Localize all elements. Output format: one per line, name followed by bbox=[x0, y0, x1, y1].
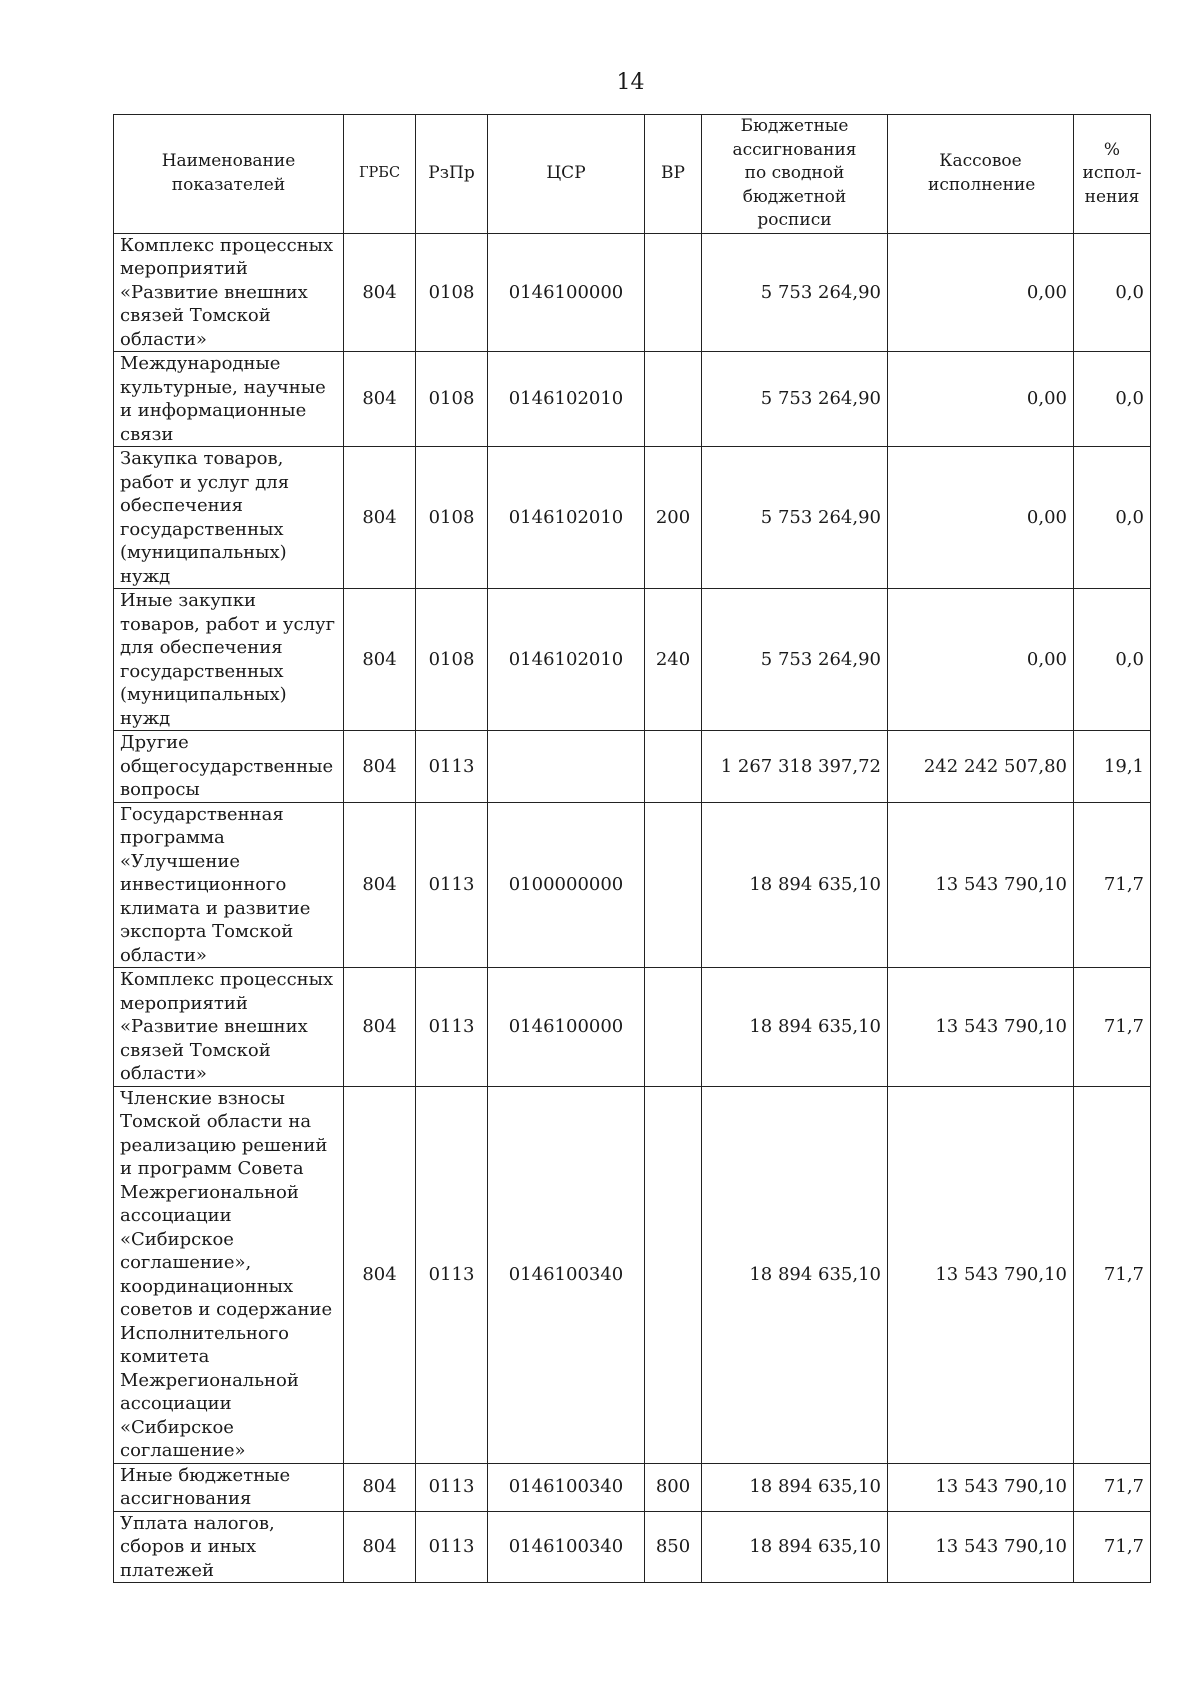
row-vr bbox=[645, 352, 702, 447]
page-number: 14 bbox=[616, 70, 645, 95]
row-cash: 0,00 bbox=[888, 589, 1074, 731]
row-grbs: 804 bbox=[344, 1463, 416, 1511]
row-cash: 13 543 790,10 bbox=[888, 968, 1074, 1087]
table-row bbox=[114, 1511, 1151, 1583]
row-vr: 850 bbox=[645, 1511, 702, 1583]
row-csr: 0100000000 bbox=[488, 802, 645, 968]
row-rzpr: 0113 bbox=[416, 1463, 488, 1511]
row-name: Комплекс процессных мероприятий «Развитие внешних связей Томской области» bbox=[114, 968, 344, 1087]
row-budget: 18 894 635,10 bbox=[702, 1086, 888, 1463]
row-percent: 0,0 bbox=[1074, 589, 1151, 731]
row-percent: 0,0 bbox=[1074, 352, 1151, 447]
row-grbs: 804 bbox=[344, 802, 416, 968]
table-header-row bbox=[114, 115, 1151, 234]
row-vr bbox=[645, 968, 702, 1087]
row-name: Иные бюджетные ассигнования bbox=[114, 1463, 344, 1511]
row-budget: 18 894 635,10 bbox=[702, 968, 888, 1087]
row-grbs: 804 bbox=[344, 1511, 416, 1583]
row-name: Комплекс процессных мероприятий «Развитие внешних связей Томской области» bbox=[114, 233, 344, 352]
row-percent: 0,0 bbox=[1074, 233, 1151, 352]
row-csr: 0146102010 bbox=[488, 589, 645, 731]
header-name: Наименование показателей bbox=[114, 115, 344, 234]
row-grbs: 804 bbox=[344, 447, 416, 589]
row-percent: 71,7 bbox=[1074, 802, 1151, 968]
row-csr: 0146100340 bbox=[488, 1463, 645, 1511]
row-budget: 18 894 635,10 bbox=[702, 1463, 888, 1511]
row-vr bbox=[645, 1086, 702, 1463]
row-rzpr: 0113 bbox=[416, 1511, 488, 1583]
row-percent: 71,7 bbox=[1074, 1511, 1151, 1583]
row-cash: 13 543 790,10 bbox=[888, 802, 1074, 968]
row-rzpr: 0113 bbox=[416, 968, 488, 1087]
row-rzpr: 0113 bbox=[416, 731, 488, 803]
row-csr: 0146100340 bbox=[488, 1086, 645, 1463]
table-row bbox=[114, 731, 1151, 803]
row-vr: 800 bbox=[645, 1463, 702, 1511]
row-csr: 0146100000 bbox=[488, 968, 645, 1087]
row-rzpr: 0108 bbox=[416, 447, 488, 589]
row-grbs: 804 bbox=[344, 731, 416, 803]
row-cash: 0,00 bbox=[888, 447, 1074, 589]
header-vr: ВР bbox=[645, 115, 702, 234]
row-csr: 0146100340 bbox=[488, 1511, 645, 1583]
row-name: Другие общегосударственные вопросы bbox=[114, 731, 344, 803]
row-csr: 0146102010 bbox=[488, 352, 645, 447]
table-row bbox=[114, 352, 1151, 447]
table-row bbox=[114, 968, 1151, 1087]
header-percent-line2: испол- bbox=[1082, 163, 1142, 183]
row-percent: 71,7 bbox=[1074, 1463, 1151, 1511]
row-name: Уплата налогов, сборов и иных платежей bbox=[114, 1511, 344, 1583]
row-grbs: 804 bbox=[344, 968, 416, 1087]
row-grbs: 804 bbox=[344, 233, 416, 352]
table-row bbox=[114, 802, 1151, 968]
header-grbs: ГРБС bbox=[344, 115, 416, 234]
row-csr bbox=[488, 731, 645, 803]
row-rzpr: 0113 bbox=[416, 802, 488, 968]
row-grbs: 804 bbox=[344, 589, 416, 731]
row-percent: 71,7 bbox=[1074, 1086, 1151, 1463]
row-budget: 5 753 264,90 bbox=[702, 447, 888, 589]
budget-table bbox=[113, 114, 1151, 1583]
row-vr bbox=[645, 731, 702, 803]
row-budget: 18 894 635,10 bbox=[702, 802, 888, 968]
row-cash: 0,00 bbox=[888, 352, 1074, 447]
header-budget: Бюджетные ассигнования по сводной бюджетной росписи bbox=[702, 115, 888, 234]
header-rzpr: РзПр bbox=[416, 115, 488, 234]
row-name: Иные закупки товаров, работ и услуг для обеспечения государственных (муниципальных) нужд bbox=[114, 589, 344, 731]
row-grbs: 804 bbox=[344, 352, 416, 447]
row-vr: 240 bbox=[645, 589, 702, 731]
table-row bbox=[114, 589, 1151, 731]
table-row bbox=[114, 447, 1151, 589]
row-vr bbox=[645, 233, 702, 352]
header-percent-line3: нения bbox=[1084, 186, 1140, 207]
row-name: Закупка товаров, работ и услуг для обеспечения государственных (муниципальных) нужд bbox=[114, 447, 344, 589]
row-rzpr: 0108 bbox=[416, 352, 488, 447]
row-csr: 0146100000 bbox=[488, 233, 645, 352]
row-percent: 19,1 bbox=[1074, 731, 1151, 803]
row-percent: 71,7 bbox=[1074, 968, 1151, 1087]
row-csr: 0146102010 bbox=[488, 447, 645, 589]
row-vr bbox=[645, 802, 702, 968]
row-rzpr: 0108 bbox=[416, 233, 488, 352]
table-row bbox=[114, 1463, 1151, 1511]
table-row bbox=[114, 233, 1151, 352]
row-cash: 13 543 790,10 bbox=[888, 1463, 1074, 1511]
row-budget: 5 753 264,90 bbox=[702, 233, 888, 352]
row-cash: 13 543 790,10 bbox=[888, 1511, 1074, 1583]
table-row bbox=[114, 1086, 1151, 1463]
header-csr: ЦСР bbox=[488, 115, 645, 234]
row-percent: 0,0 bbox=[1074, 447, 1151, 589]
header-percent-line1: % bbox=[1103, 139, 1121, 160]
row-name: Членские взносы Томской области на реализацию решений и программ Совета Межрегиональной ассоциации «Сибирское соглашение», координационных советов и содержание Исполнительного комитета Межрегиональной ассоциации «Сибирское соглашение» bbox=[114, 1086, 344, 1463]
row-budget: 1 267 318 397,72 bbox=[702, 731, 888, 803]
row-rzpr: 0113 bbox=[416, 1086, 488, 1463]
header-cash: Кассовое исполнение bbox=[888, 115, 1074, 234]
row-cash: 242 242 507,80 bbox=[888, 731, 1074, 803]
header-percent bbox=[1074, 115, 1151, 234]
row-cash: 13 543 790,10 bbox=[888, 1086, 1074, 1463]
row-name: Международные культурные, научные и информационные связи bbox=[114, 352, 344, 447]
row-cash: 0,00 bbox=[888, 233, 1074, 352]
row-budget: 5 753 264,90 bbox=[702, 352, 888, 447]
row-vr: 200 bbox=[645, 447, 702, 589]
row-rzpr: 0108 bbox=[416, 589, 488, 731]
row-budget: 5 753 264,90 bbox=[702, 589, 888, 731]
row-budget: 18 894 635,10 bbox=[702, 1511, 888, 1583]
row-grbs: 804 bbox=[344, 1086, 416, 1463]
row-name: Государственная программа «Улучшение инвестиционного климата и развитие экспорта Томской области» bbox=[114, 802, 344, 968]
